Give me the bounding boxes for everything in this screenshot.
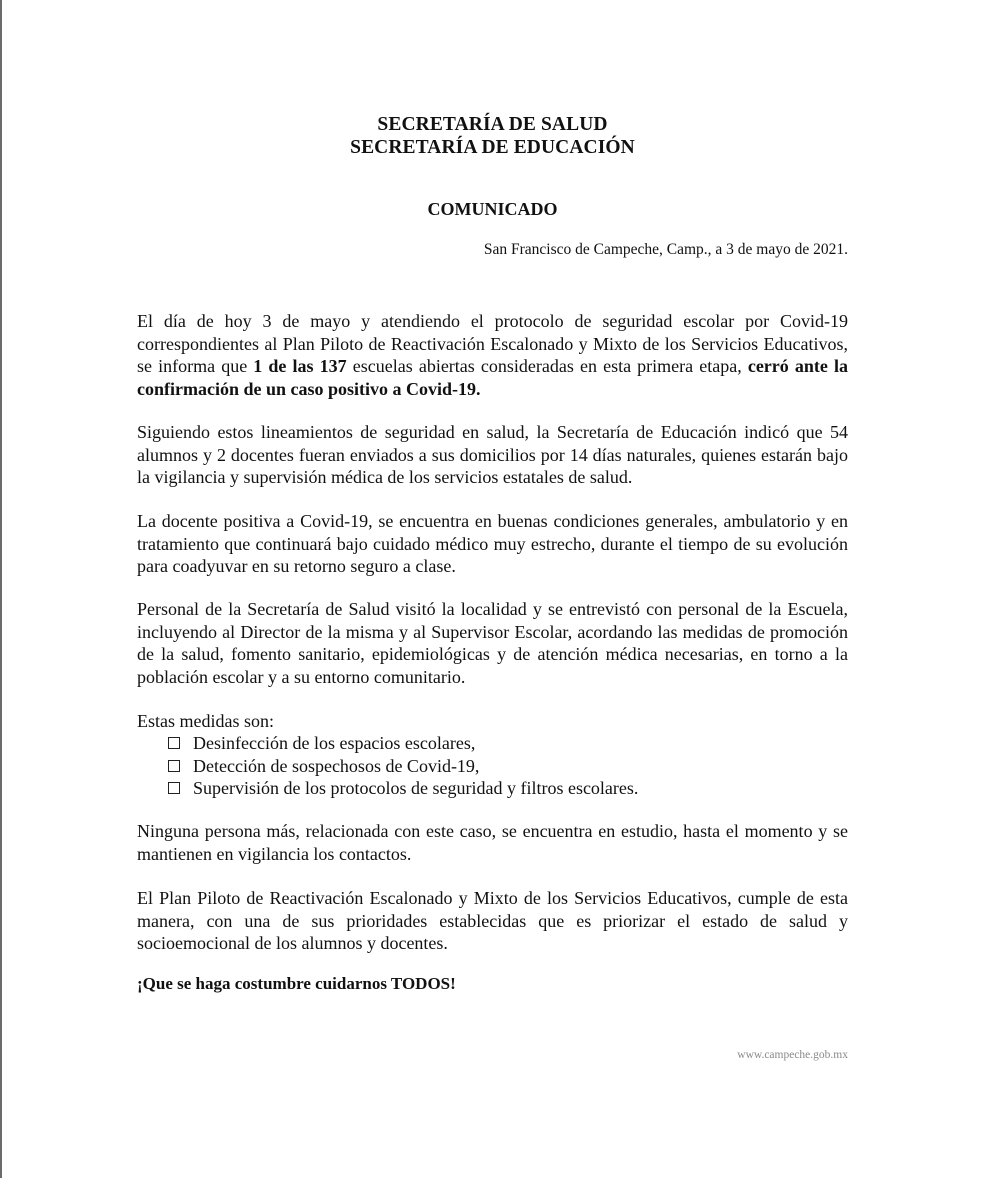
paragraph-students-sent-home: Siguiendo estos lineamientos de seguridad en salud, la Secretaría de Educación indicó que 54 alumnos y 2 docentes fueran enviados a sus domicilios por 14 días naturales, quienes estarán bajo la vigilancia y supervisión médica de los servicios estatales de salud. (137, 422, 848, 487)
measures-list (168, 732, 638, 800)
measure-label: Detección de sospechosos de Covid-19, (193, 755, 480, 776)
measure-item (168, 732, 638, 755)
header-secretaria-educacion: SECRETARÍA DE EDUCACIÓN (350, 137, 635, 158)
document-title: COMUNICADO (427, 199, 558, 219)
paragraph-health-visit: Personal de la Secretaría de Salud visitó la localidad y se entrevistó con personal de la Escuela, incluyendo al Director de la misma y al Supervisor Escolar, acordando las medidas de promoción de la salud, fomento sanitario, epidemiológicas y de atención médica necesarias, en torno a la población escolar y a su entorno comunitario. (137, 599, 848, 687)
checkbox-icon (168, 737, 180, 749)
website-footer: www.campeche.gob.mx (737, 1049, 848, 1061)
paragraph-teacher-condition: La docente positiva a Covid-19, se encuentra en buenas condiciones generales, ambulatorio y en tratamiento que continuará bajo cuidado médico muy estrecho, durante el tiempo de su evolución para coadyuvar en su retorno seguro a clase. (137, 511, 848, 576)
paragraph-no-further-cases: Ninguna persona más, relacionada con este caso, se encuentra en estudio, hasta el momento y se mantienen en vigilancia los contactos. (137, 821, 848, 864)
measures-intro: Estas medidas son: (137, 711, 274, 731)
closing-slogan: ¡Que se haga costumbre cuidarnos TODOS! (137, 974, 456, 993)
measure-label: Supervisión de los protocolos de seguridad y filtros escolares. (193, 778, 639, 798)
paragraph-text: El día de hoy 3 de mayo y atendiendo el protocolo de seguridad escolar por Covid-19 correspondientes al Plan Piloto de Reactivación Escalonado y Mixto de los Servicios Educativos, se informa que (137, 311, 848, 376)
paragraph-announcement (137, 310, 848, 400)
place-date: San Francisco de Campeche, Camp., a 3 de mayo de 2021. (483, 241, 848, 258)
measure-label: Desinfección de los espacios escolares, (193, 733, 476, 753)
checkbox-icon (168, 782, 180, 794)
paragraph-text: escuelas abiertas consideradas en esta primera etapa, (346, 356, 748, 376)
header-secretaria-salud: SECRETARÍA DE SALUD (377, 114, 608, 135)
page-left-border (0, 0, 2, 1178)
highlight-school-count: 1 de las 137 (253, 356, 347, 376)
measure-item (168, 777, 638, 800)
measure-item (168, 755, 638, 778)
highlight-closure: cerró ante la confirmación de un caso positivo a Covid-19. (137, 356, 848, 399)
paragraph-plan-priorities: El Plan Piloto de Reactivación Escalonado y Mixto de los Servicios Educativos, cumple de esta manera, con una de sus prioridades establecidas que es priorizar el estado de salud y socioemocional de los alumnos y docentes. (137, 888, 848, 953)
checkbox-icon (168, 760, 180, 772)
